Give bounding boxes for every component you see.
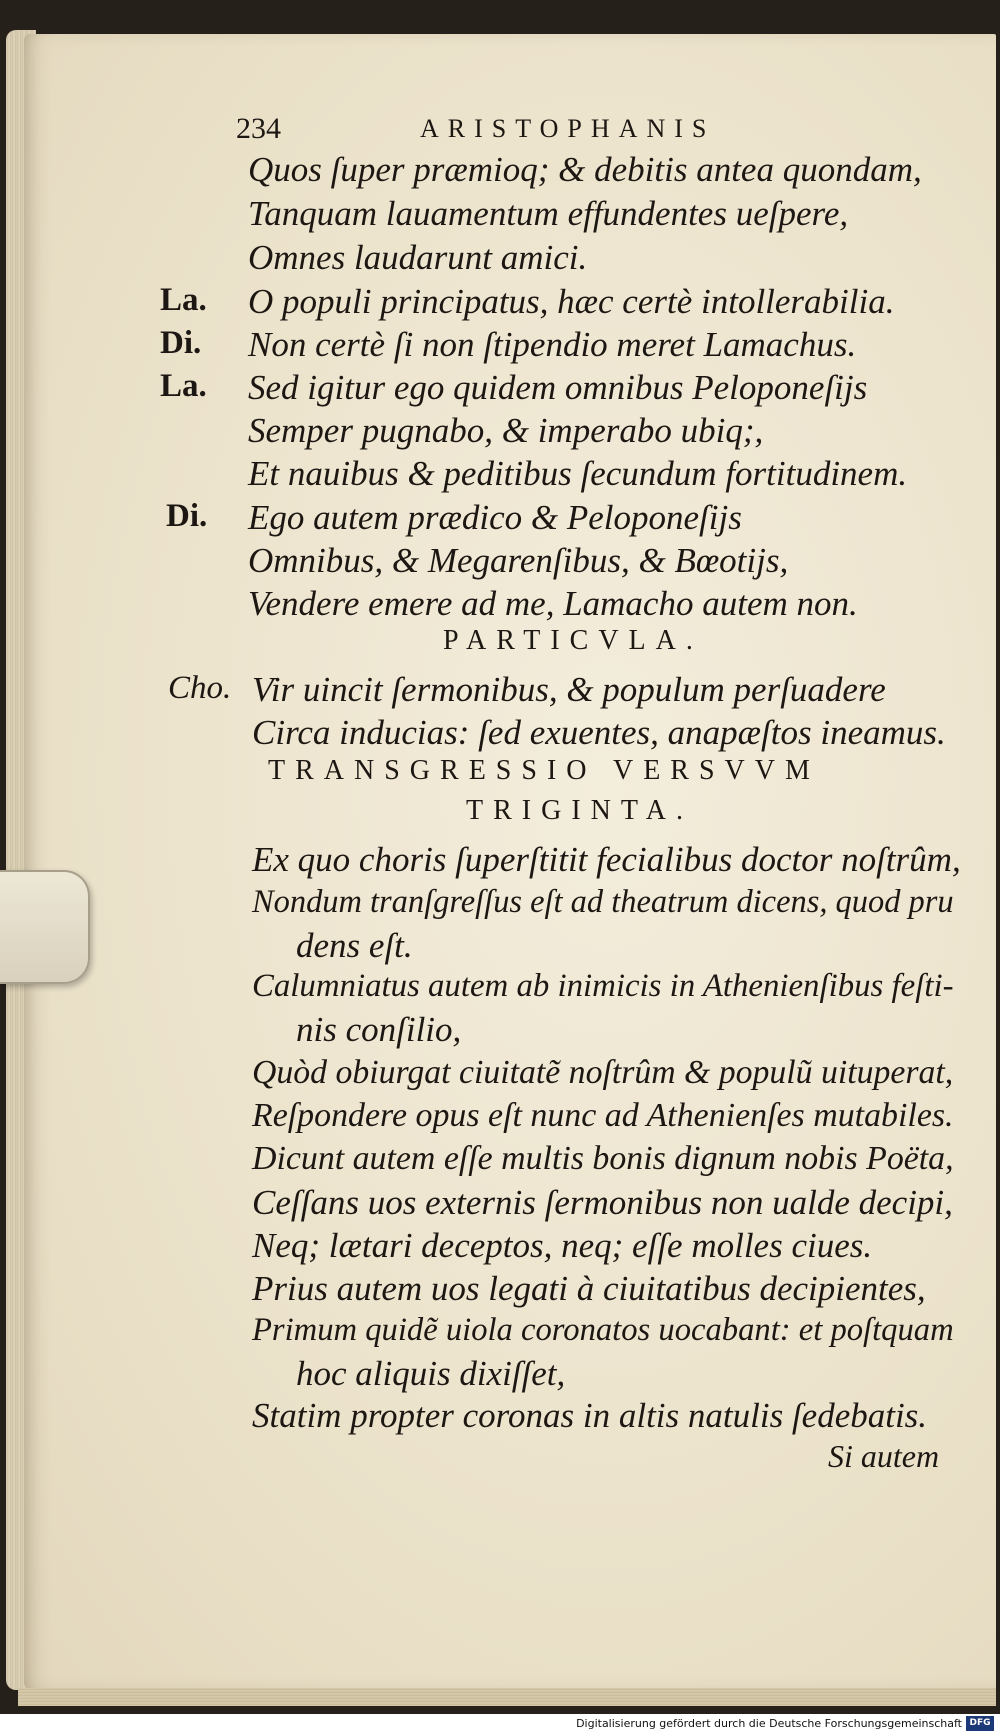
verse-line: Ceſſans uos externis ſermonibus non ualde decipi, xyxy=(252,1183,953,1222)
catchword: Si autem xyxy=(828,1438,940,1474)
verse-line: Tanquam lauamentum effundentes ueſpere, xyxy=(248,194,849,233)
verse-line: Neq; lætari deceptos, neq; eſſe molles ciues. xyxy=(252,1226,873,1265)
dfg-logo: DFG xyxy=(966,1716,994,1731)
running-head: ARISTOPHANIS xyxy=(420,114,716,143)
verse-line: Prius autem uos legati à ciuitatibus decipientes, xyxy=(252,1269,926,1308)
speaker-label: La. xyxy=(160,282,207,318)
verse-line: Vendere emere ad me, Lamacho autem non. xyxy=(248,584,858,623)
verse-line: Dicunt autem eſſe multis bonis dignum nobis Poëta, xyxy=(252,1140,954,1177)
verse-line: Calumniatus autem ab inimicis in Athenienſibus feſti- xyxy=(252,968,954,1004)
section-heading-continued: TRIGINTA. xyxy=(466,795,693,826)
verse-line: Statim propter coronas in altis natulis ſedebatis. xyxy=(252,1396,928,1435)
verse-line: Sed igitur ego quidem omnibus Peloponeſijs xyxy=(248,368,868,407)
speaker-label: Di. xyxy=(166,498,208,534)
verse-line: Vir uincit ſermonibus, & populum perſuadere xyxy=(252,670,886,709)
verse-line: Non certè ſi non ſtipendio meret Lamachus. xyxy=(248,325,857,364)
verse-line-continuation: hoc aliquis dixiſſet, xyxy=(296,1354,566,1393)
verse-line: Nondum tranſgreſſus eſt ad theatrum dicens, quod pru xyxy=(252,884,954,920)
verse-line: O populi principatus, hæc certè intollerabilia. xyxy=(248,282,895,321)
verse-line-continuation: dens eſt. xyxy=(296,926,413,965)
verse-line-continuation: nis conſilio, xyxy=(296,1010,462,1049)
verse-line: Omnibus, & Megarenſibus, & Bœotijs, xyxy=(248,541,789,580)
verse-line: Et nauibus & peditibus ſecundum fortitudinem. xyxy=(248,454,908,493)
verse-line: Quos ſuper præmioq; & debitis antea quondam, xyxy=(248,150,922,189)
verse-line: Ego autem prædico & Peloponeſijs xyxy=(248,498,742,537)
bookmark-tab xyxy=(0,870,90,984)
verse-line: Omnes laudarunt amici. xyxy=(248,238,588,277)
verse-line: Primum quidẽ uiola coronatos uocabant: et poſtquam xyxy=(252,1312,954,1348)
footer-credit: Digitalisierung gefördert durch die Deutsche Forschungsgemeinschaft xyxy=(576,1717,962,1730)
verse-line: Reſpondere opus eſt nunc ad Athenienſes mutabiles. xyxy=(252,1097,954,1134)
verse-line: Circa inducias: ſed exuentes, anapæſtos ineamus. xyxy=(252,713,946,752)
section-heading: TRANSGRESSIO VERSVVM xyxy=(268,755,820,786)
verse-line: Quòd obiurgat ciuitatẽ noſtrûm & populũ uituperat, xyxy=(252,1054,954,1091)
verse-line: Semper pugnabo, & imperabo ubiq;, xyxy=(248,411,764,450)
speaker-label: Di. xyxy=(160,325,202,361)
verse-line: Ex quo choris ſuperſtitit fecialibus doctor noſtrûm, xyxy=(252,840,961,879)
speaker-label: La. xyxy=(160,368,207,404)
section-heading: PARTICVLA. xyxy=(443,625,703,656)
page-number: 234 xyxy=(236,112,281,145)
book-bottom-edge xyxy=(18,1688,996,1706)
speaker-label: Cho. xyxy=(168,670,232,706)
